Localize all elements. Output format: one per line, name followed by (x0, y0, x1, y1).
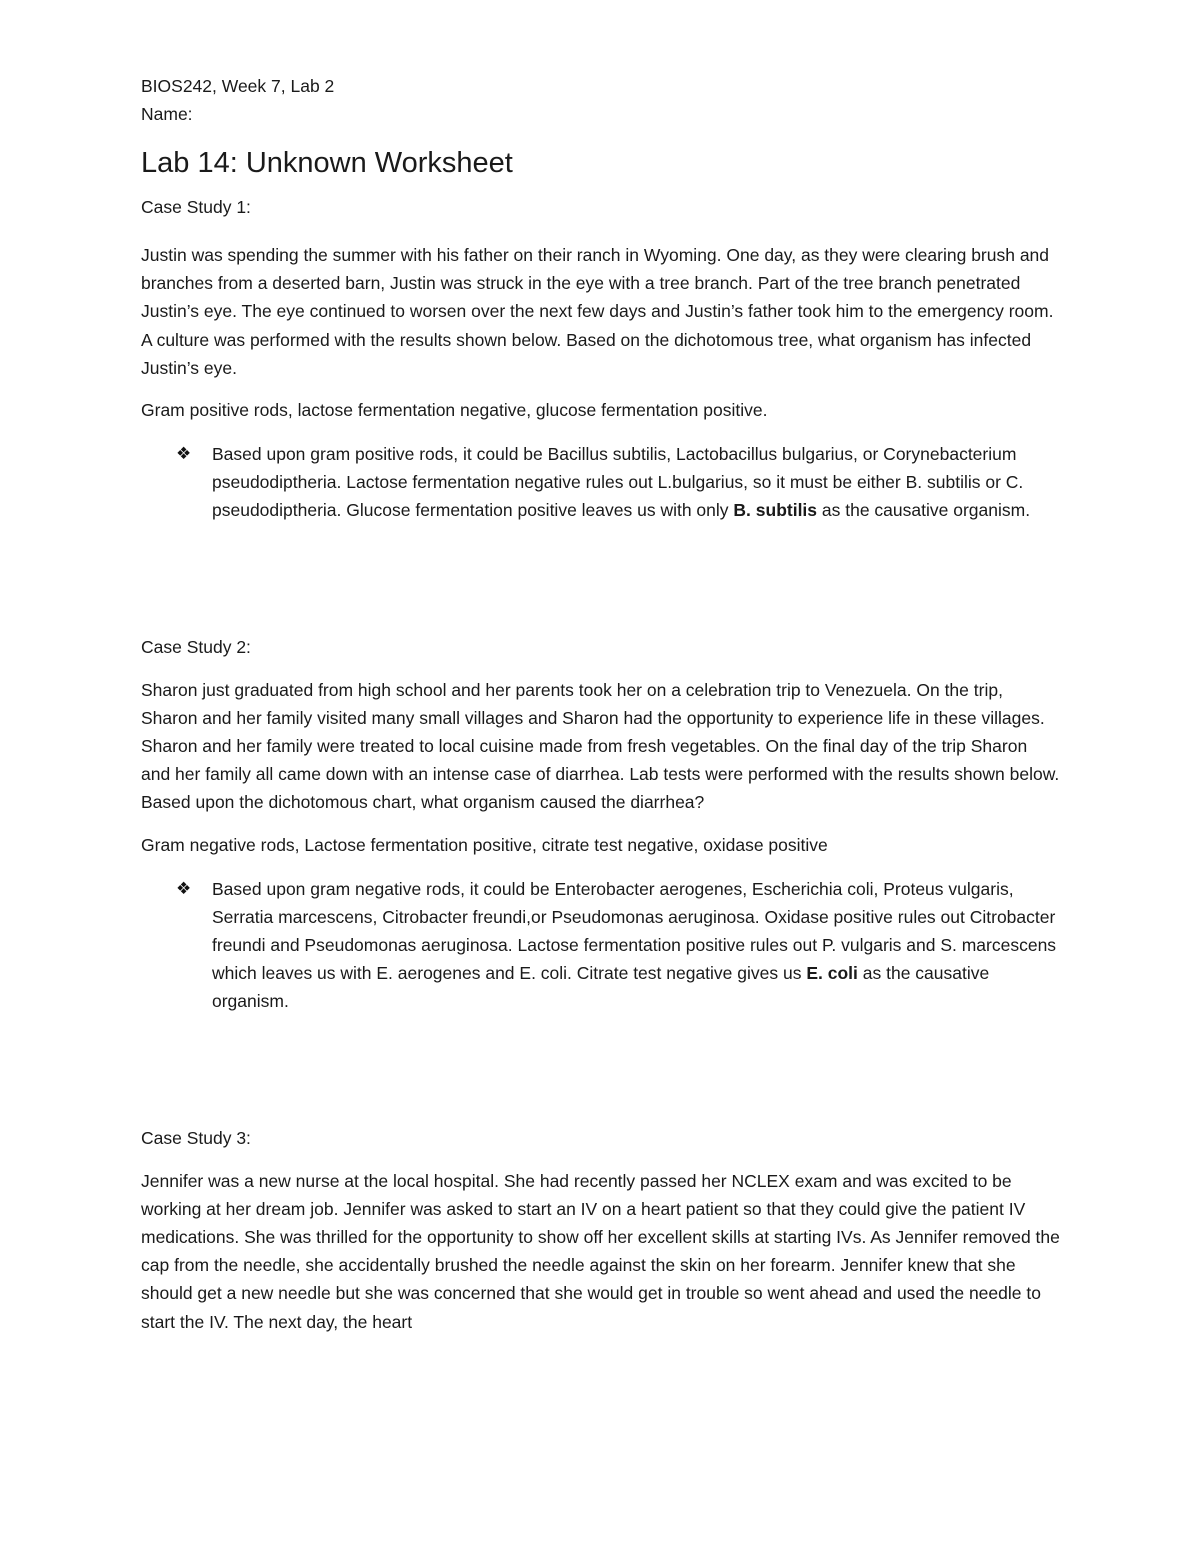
case-study-1-answer (141, 440, 1061, 525)
course-line: BIOS242, Week 7, Lab 2 (141, 76, 335, 96)
case-study-1-answer-before: Based upon gram positive rods, it could be Bacillus subtilis, Lactobacillus bulgarius, or Corynebacterium pseudodiptheria. Lactose fermentation negative rules out L.bulgarius, so it must be either B. subtilis or C. pseudodiptheria. Glucose fermentation positive leaves us with only (212, 444, 1024, 521)
case-study-2-results: Gram negative rods, Lactose fermentation positive, citrate test negative, oxidase positive (141, 834, 828, 855)
case-study-1-results: Gram positive rods, lactose fermentation negative, glucose fermentation positive. (141, 400, 768, 421)
case-study-2-answer-before: Based upon gram negative rods, it could be Enterobacter aerogenes, Escherichia coli, Proteus vulgaris, Serratia marcescens, Citrobacter freundi,or Pseudomonas aeruginosa. Oxidase positive rules out Citrobacter freundi and Pseudomonas aeruginosa. Lactose fermentation positive rules out P. vulgaris and S. marcescens which leaves us with E. aerogenes and E. coli. Citrate test negative gives us (212, 878, 1057, 984)
case-study-2-answer (141, 875, 1061, 1016)
name-line: Name: (141, 104, 193, 124)
diamond-bullet-icon: ❖ (176, 878, 192, 898)
case-study-1-answer-organism: B. subtilis (733, 500, 818, 521)
case-study-1 (141, 193, 1061, 525)
case-study-2 (141, 633, 1061, 1016)
case-study-2-answer-organism: E. coli (806, 963, 858, 984)
page-title: Lab 14: Unknown Worksheet (141, 147, 513, 179)
case-study-2-label: Case Study 2: (141, 636, 251, 657)
case-study-2-answer-after: as the causative organism. (212, 963, 990, 1012)
case-study-3 (141, 1124, 1061, 1336)
case-study-2-text: Sharon just graduated from high school and her parents took her on a celebration trip to Venezuela. On the trip, Sharon and her family visited many small villages and Sharon had the opportunity to experience life in these villages. Sharon and her family were treated to local cuisine made from fresh vegetables. On the final day of the trip Sharon and her family all came down with an intense case of diarrhea. Lab tests were performed with the results shown below. Based upon the dichotomous chart, what organism caused the diarrhea? (141, 679, 1060, 813)
case-study-1-label: Case Study 1: (141, 197, 251, 217)
case-study-1-answer-after: as the causative organism. (817, 500, 1031, 521)
case-study-3-label: Case Study 3: (141, 1127, 251, 1148)
case-study-3-text: Jennifer was a new nurse at the local hospital. She had recently passed her NCLEX exam and was excited to be working at her dream job. Jennifer was asked to start an IV on a heart patient so that they could give the patient IV medications. She was thrilled for the opportunity to show off her excellent skills at starting IVs. As Jennifer removed the cap from the needle, she accidentally brushed the needle against the skin on her forearm. Jennifer knew that she should get a new needle but she was concerned that she would get in trouble so went ahead and used the needle to start the IV. The next day, the heart (141, 1170, 1060, 1332)
document-page (141, 72, 1061, 1336)
case-study-1-text: Justin was spending the summer with his father on their ranch in Wyoming. One day, as they were clearing brush and branches from a deserted barn, Justin was struck in the eye with a tree branch. Part of the tree branch penetrated Justin’s eye. The eye continued to worsen over the next few days and Justin’s father took him to the emergency room. A culture was performed with the results shown below. Based on the dichotomous tree, what organism has infected Justin’s eye. (141, 245, 1054, 378)
diamond-bullet-icon: ❖ (176, 444, 192, 464)
